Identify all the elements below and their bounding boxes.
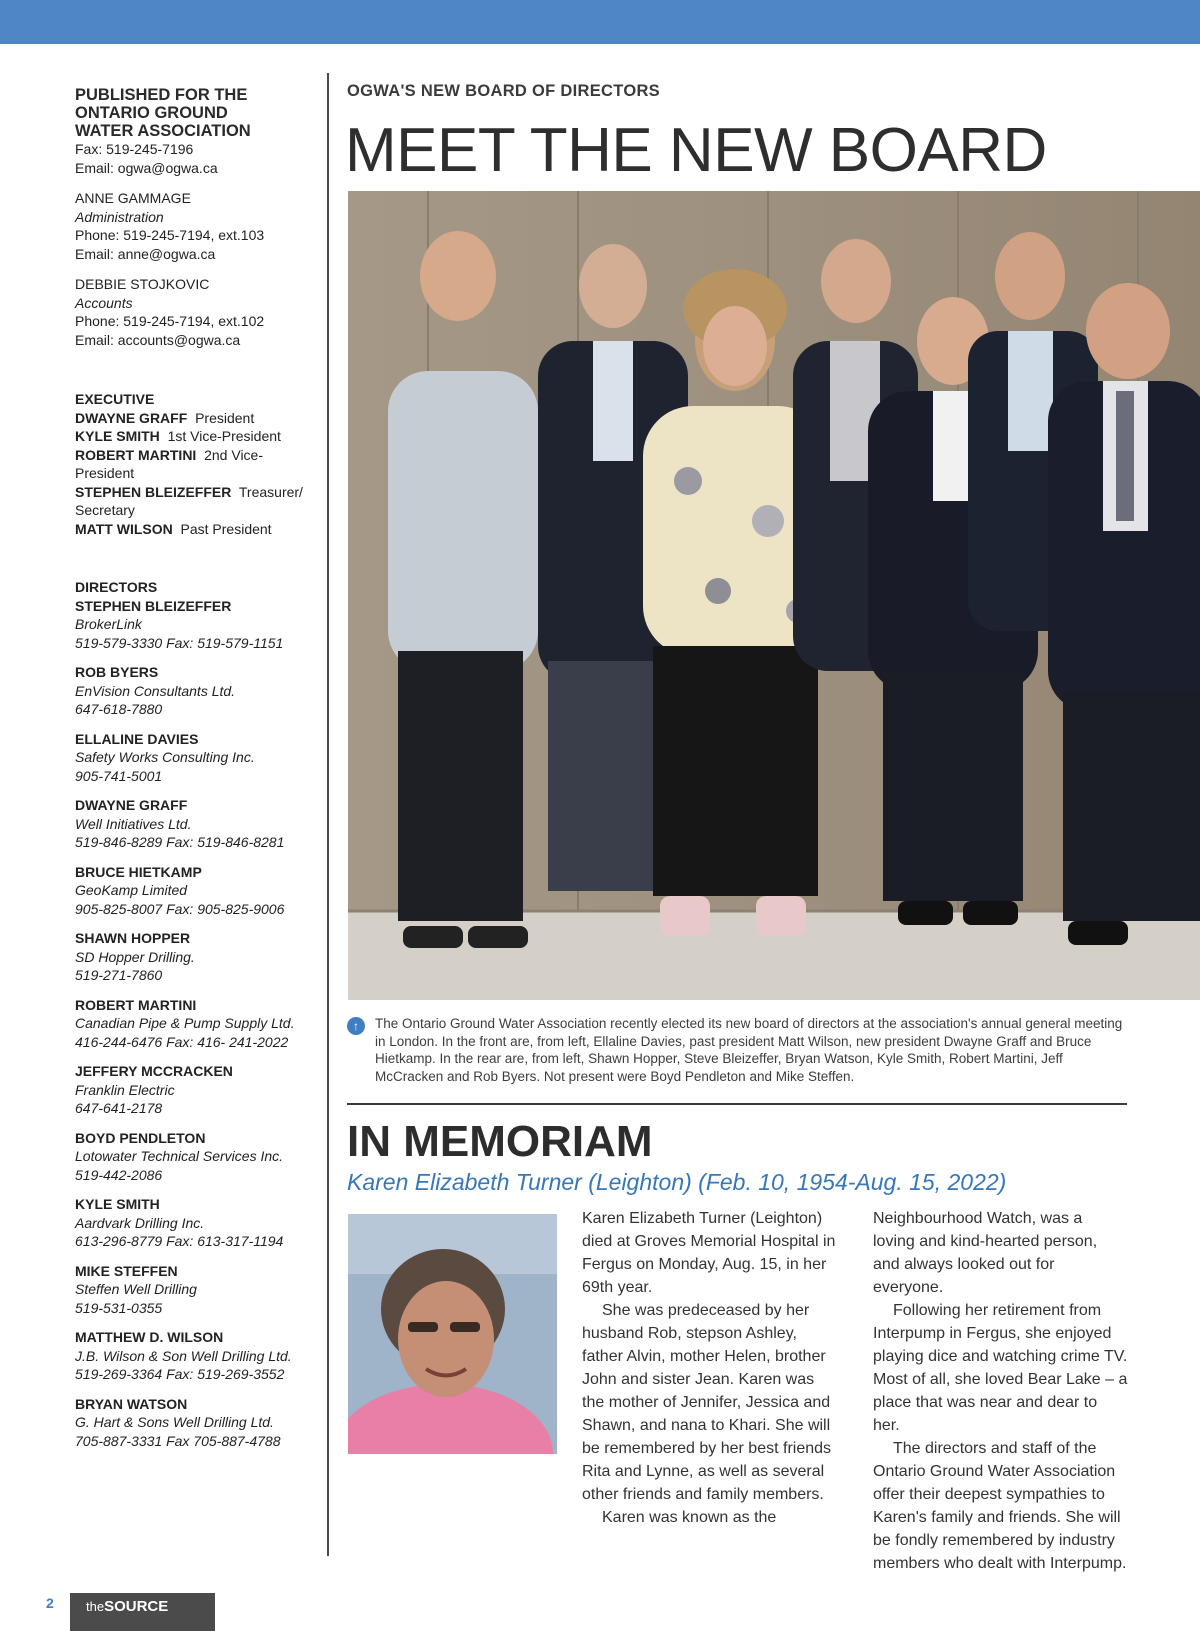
director-phone: 519-269-3364 Fax: 519-269-3552 (75, 1366, 285, 1382)
director-entry (75, 663, 315, 719)
director-entry (75, 1195, 315, 1251)
director-phone: 519-271-7860 (75, 967, 163, 983)
director-name: ELLALINE DAVIES (75, 730, 199, 747)
memorial-portrait-photo (348, 1214, 557, 1454)
director-name: STEPHEN BLEIZEFFER (75, 597, 232, 614)
staff-email: Email: anne@ogwa.ca (75, 245, 216, 262)
director-company: Well Initiatives Ltd. (75, 815, 192, 832)
director-phone: 519-846-8289 Fax: 519-846-8281 (75, 834, 285, 850)
director-company: BrokerLink (75, 616, 142, 632)
memoriam-paragraph: Karen Elizabeth Turner (Leighton) died at Groves Memorial Hospital in Fergus on Monday, Aug. 15, in her 69th year. (582, 1210, 836, 1296)
publisher-title: PUBLISHED FOR THE ONTARIO GROUND WATER ASSOCIATION (75, 86, 251, 140)
memoriam-column-1 (582, 1207, 837, 1529)
staff-name: DEBBIE STOJKOVIC (75, 276, 210, 292)
executive-list (75, 390, 315, 538)
director-name: ROBERT MARTINI (75, 996, 197, 1013)
director-entry (75, 996, 315, 1052)
page-number: 2 (46, 1595, 54, 1611)
director-entry (75, 929, 315, 985)
photo-caption (347, 1015, 1127, 1085)
caption-text: The Ontario Ground Water Association recently elected its new board of directors at the association's annual general meeting in London. In the front are, from left, Ellaline Davies, past president Matt Wilson, new president Dwayne Graff and Bruce Hietkamp. In the rear are, from left, Shawn Hopper, Steve Bleizeffer, Bryan Watson, Kyle Smith, Robert Martini, Jeff McCracken and Rob Byers. Not present were Boyd Pendleton and Mike Steffen. (375, 1016, 1123, 1084)
director-phone: 519-579-3330 Fax: 519-579-1151 (75, 634, 284, 651)
director-company: Safety Works Consulting Inc. (75, 749, 255, 765)
director-company: G. Hart & Sons Well Drilling Ltd. (75, 1414, 274, 1430)
staff-name: ANNE GAMMAGE (75, 190, 191, 206)
executive-name: KYLE SMITH (75, 428, 160, 444)
director-name: KYLE SMITH (75, 1196, 160, 1212)
director-phone: 613-296-8779 Fax: 613-317-1194 (75, 1233, 284, 1249)
executive-name: MATT WILSON (75, 520, 173, 537)
article-kicker: OGWA'S NEW BOARD OF DIRECTORS (347, 82, 660, 100)
director-name: DWAYNE GRAFF (75, 797, 188, 813)
publisher-fax: Fax: 519-245-7196 (75, 141, 194, 157)
director-name: ROB BYERS (75, 664, 159, 680)
director-company: EnVision Consultants Ltd. (75, 682, 236, 699)
column-divider (327, 73, 329, 1556)
memoriam-paragraph: The directors and staff of the Ontario Ground Water Association offer their deepest sympathies to Karen's family and friends. She will be fondly remembered by industry members who dealt with Interpump. (873, 1440, 1127, 1572)
director-entry (75, 597, 315, 653)
executive-name: STEPHEN BLEIZEFFER (75, 483, 232, 500)
director-company: Steffen Well Drilling (75, 1281, 197, 1297)
board-group-photo (348, 191, 1200, 1000)
memoriam-paragraph: She was predeceased by her husband Rob, stepson Ashley, father Alvin, mother Helen, brother John and sister Jean. Karen was the mother of Jennifer, Jessica and Shawn, and nana to Khari. She will be remembered by her best friends Rita and Lynne, as well as several other friends and family members. (582, 1302, 832, 1503)
director-entry (75, 1262, 315, 1318)
header-band (0, 0, 1200, 44)
article-headline: MEET THE NEW BOARD (345, 116, 1047, 185)
executive-member (75, 483, 315, 520)
staff-phone: Phone: 519-245-7194, ext.102 (75, 313, 265, 329)
executive-member (75, 520, 315, 539)
masthead-sidebar (75, 86, 315, 1450)
director-name: MIKE STEFFEN (75, 1262, 178, 1279)
director-phone: 705-887-3331 Fax 705-887-4788 (75, 1432, 281, 1449)
memoriam-paragraph: Neighbourhood Watch, was a loving and kind-hearted person, and always looked out for everyone. (873, 1210, 1098, 1296)
executive-name: ROBERT MARTINI (75, 446, 197, 463)
executive-title: 1st Vice-President (167, 428, 281, 444)
director-name: BOYD PENDLETON (75, 1129, 206, 1146)
director-phone: 519-442-2086 (75, 1166, 163, 1183)
director-entry (75, 1328, 315, 1384)
director-name: BRYAN WATSON (75, 1395, 188, 1412)
director-company: Aardvark Drilling Inc. (75, 1214, 205, 1231)
director-name: BRUCE HIETKAMP (75, 863, 202, 880)
staff-role: Accounts (75, 294, 133, 311)
staff-phone: Phone: 519-245-7194, ext.103 (75, 227, 265, 243)
director-entry (75, 796, 315, 852)
directors-list (75, 578, 315, 1450)
directors-heading: DIRECTORS (75, 579, 158, 595)
director-entry (75, 1395, 315, 1451)
director-entry (75, 863, 315, 919)
director-phone: 905-825-8007 Fax: 905-825-9006 (75, 900, 285, 917)
publisher-email: Email: ogwa@ogwa.ca (75, 159, 218, 176)
executive-heading: EXECUTIVE (75, 391, 155, 407)
staff-role: Administration (75, 208, 164, 225)
memoriam-paragraph: Karen was known as the (602, 1509, 777, 1526)
director-entry (75, 1129, 315, 1185)
director-company: J.B. Wilson & Son Well Drilling Ltd. (75, 1347, 292, 1364)
section-divider (347, 1103, 1127, 1105)
director-company: Franklin Electric (75, 1081, 175, 1098)
executive-name: DWAYNE GRAFF (75, 409, 188, 426)
director-name: SHAWN HOPPER (75, 930, 191, 946)
director-phone: 519-531-0355 (75, 1299, 163, 1316)
director-company: Lotowater Technical Services Inc. (75, 1148, 284, 1164)
director-name: MATTHEW D. WILSON (75, 1329, 224, 1345)
director-phone: 647-641-2178 (75, 1100, 163, 1116)
director-phone: 416-244-6476 Fax: 416- 241-2022 (75, 1033, 289, 1050)
memoriam-paragraph: Following her retirement from Interpump in Fergus, she enjoyed playing dice and watching crime TV. Most of all, she loved Bear Lake – a place that was near and dear to her. (873, 1302, 1128, 1434)
director-company: SD Hopper Drilling. (75, 948, 195, 965)
staff-contact (75, 275, 315, 349)
executive-member (75, 409, 315, 428)
publication-brand (70, 1593, 215, 1631)
executive-member (75, 427, 315, 446)
staff-email: Email: accounts@ogwa.ca (75, 331, 241, 348)
director-phone: 905-741-5001 (75, 767, 163, 784)
director-company: GeoKamp Limited (75, 882, 188, 898)
director-phone: 647-618-7880 (75, 701, 163, 717)
director-company: Canadian Pipe & Pump Supply Ltd. (75, 1015, 295, 1031)
director-name: JEFFERY MCCRACKEN (75, 1063, 233, 1079)
director-entry (75, 1062, 315, 1118)
executive-title: Treasurer/ Secretary (75, 483, 303, 518)
executive-title: President (195, 409, 255, 426)
executive-member (75, 446, 315, 483)
brand-prefix: the (86, 1599, 105, 1614)
director-entry (75, 730, 315, 786)
executive-title: Past President (180, 520, 272, 537)
brand-name: SOURCE (104, 1598, 169, 1615)
executive-title: 2nd Vice-President (75, 446, 264, 481)
memoriam-subtitle: Karen Elizabeth Turner (Leighton) (Feb. 10, 1954-Aug. 15, 2022) (347, 1169, 1007, 1195)
arrow-up-icon: ↑ (347, 1017, 365, 1035)
memoriam-title: IN MEMORIAM (347, 1117, 653, 1166)
staff-contact (75, 189, 315, 263)
memoriam-column-2 (873, 1207, 1128, 1575)
